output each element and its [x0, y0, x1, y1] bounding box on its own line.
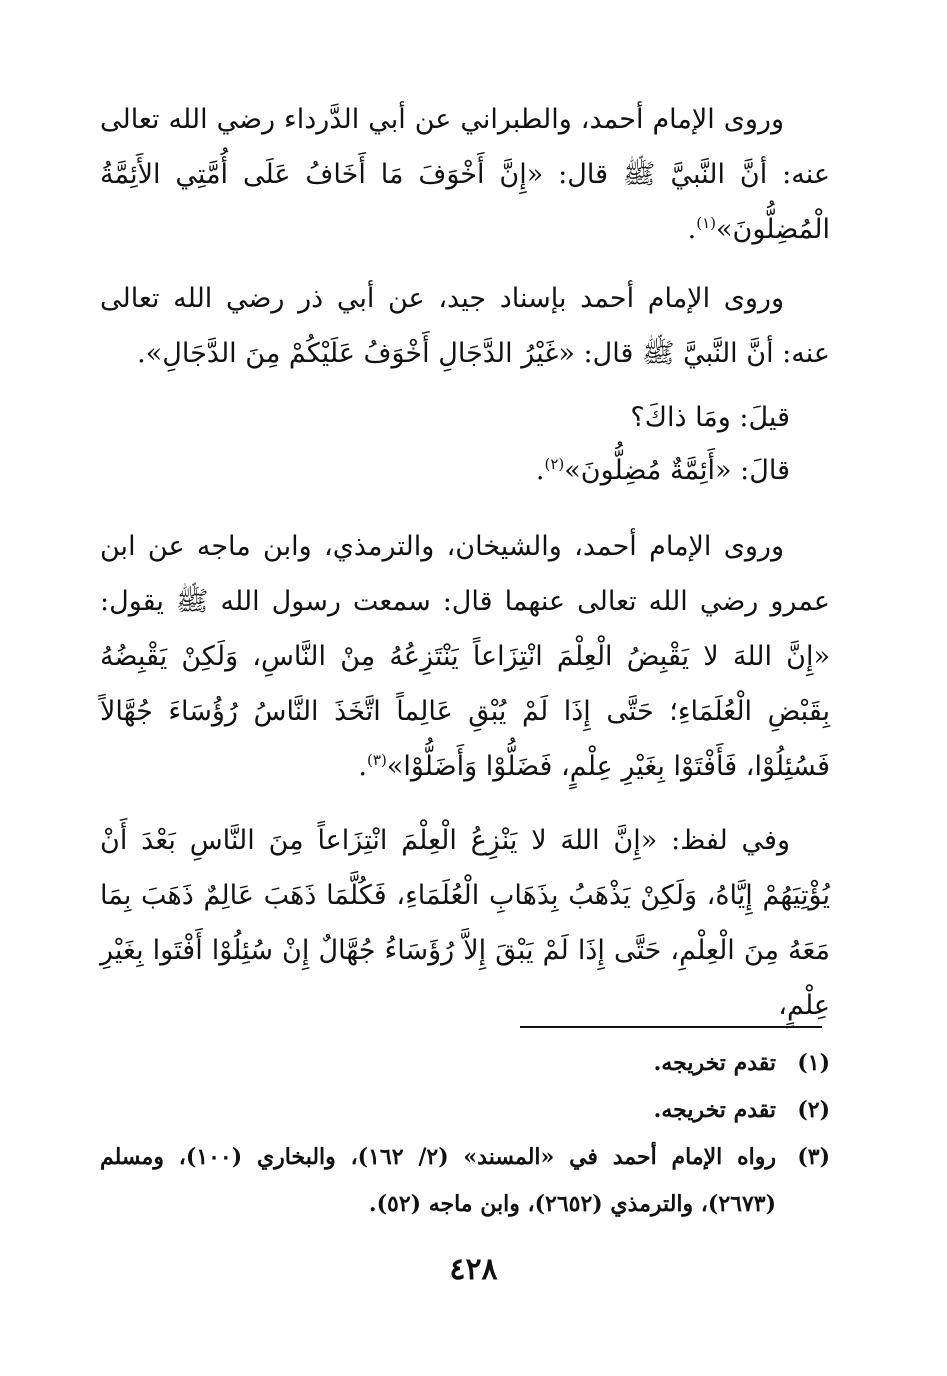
- paragraph-text: وروى الإمام أحمد بإسناد جيد، عن أبي ذر رضي الله تعالى عنه: أنَّ النَّبيَّ ﷺ قال: «غَيْرُ الدَّجَالِ أَخْوَفُ عَلَيْكُمْ مِنَ الدَّجَالِ».: [100, 283, 830, 369]
- paragraph-end: .: [535, 455, 545, 486]
- paragraph-text: وروى الإمام أحمد، والشيخان، والترمذي، وابن ماجه عن ابن عمرو رضي الله تعالى عنهما قال: سمعت رسول الله ﷺ يقول: «إِنَّ اللهَ لا يَقْبِضُ الْعِلْمَ انْتِزَاعاً يَنْتَزِعُهُ مِنْ النَّاسِ، وَلَكِنْ يَقْبِضُهُ بِقَبْضِ الْعُلَمَاءِ؛ حَتَّى إِذَا لَمْ يُبْقِ عَالِماً اتَّخَذَ النَّاسُ رُؤُسَاءَ جُهَّالاً فَسُئِلُوْا، فَأَفْتَوْا بِغَيْرِ عِلْمٍ، فَضَلُّوْا وَأَضَلُّوْا»: [100, 531, 830, 782]
- paragraph-end: .: [358, 751, 368, 782]
- footnote-text: تقدم تخريجه.: [653, 1050, 776, 1076]
- paragraph-ibn-amr: [100, 519, 830, 794]
- footnote-3: [100, 1134, 830, 1228]
- paragraph-text: قيلَ: ومَا ذاكَ؟: [630, 402, 790, 433]
- paragraph-abi-dhar: [100, 271, 830, 381]
- footnote-1: [100, 1040, 830, 1087]
- footnote-ref-2: (٢): [544, 455, 565, 473]
- footnote-ref-1: (١): [696, 214, 716, 232]
- footnote-number: (٢): [797, 1097, 830, 1123]
- footnote-2: [100, 1087, 830, 1134]
- footnote-ref-3: (٣): [367, 751, 387, 769]
- paragraph-text: وروى الإمام أحمد، والطبراني عن أبي الدَّرداء رضي الله تعالى عنه: أنَّ النَّبيَّ ﷺ قال: «إِنَّ أَخْوَفَ مَا أَخَافُ عَلَى أُمَّتِي الأَئِمَّةُ الْمُضِلُّونَ»: [100, 104, 830, 245]
- footnote-number: (١): [797, 1050, 830, 1076]
- footnote-text: تقدم تخريجه.: [653, 1097, 776, 1123]
- paragraph-text: قالَ: «أَئِمَّةٌ مُضِلُّونَ»: [564, 455, 790, 486]
- paragraph-abi-darda: [100, 92, 830, 257]
- footnotes: [100, 1040, 830, 1228]
- paragraph-text: وفي لفظ: «إِنَّ اللهَ لا يَنْزِعُ الْعِلْمَ انْتِزَاعاً مِنَ النَّاسِ بَعْدَ أَنْ يُؤْتِيَهُمْ إِيَّاهُ، وَلَكِنْ يَذْهَبُ بِذَهَابِ الْعُلَمَاءِ، فَكُلَّمَا ذَهَبَ عَالِمٌ ذَهَبَ بِمَا مَعَهُ مِنَ الْعِلْمِ، حَتَّى إِذَا لَمْ يَبْقَ إِلاَّ رُؤَسَاءُ جُهَّالٌ إِنْ سُئِلُوْا أَفْتَوا بِغَيْرِ عِلْمٍ،: [100, 825, 830, 1021]
- footnote-text: رواه الإمام أحمد في «المسند» (٢/ ١٦٢)، والبخاري (١٠٠)، ومسلم (٢٦٧٣)، والترمذي (٢٦٥٢)، وابن ماجه (٥٢).: [100, 1144, 776, 1217]
- paragraph-question: [100, 390, 830, 445]
- paragraph-end: .: [687, 214, 697, 245]
- footnote-separator: [520, 1026, 822, 1028]
- paragraph-other-wording: [100, 813, 830, 1033]
- page-number: ٤٢٨: [449, 1252, 498, 1287]
- paragraph-answer: [100, 443, 830, 498]
- footnote-number: (٣): [797, 1144, 830, 1170]
